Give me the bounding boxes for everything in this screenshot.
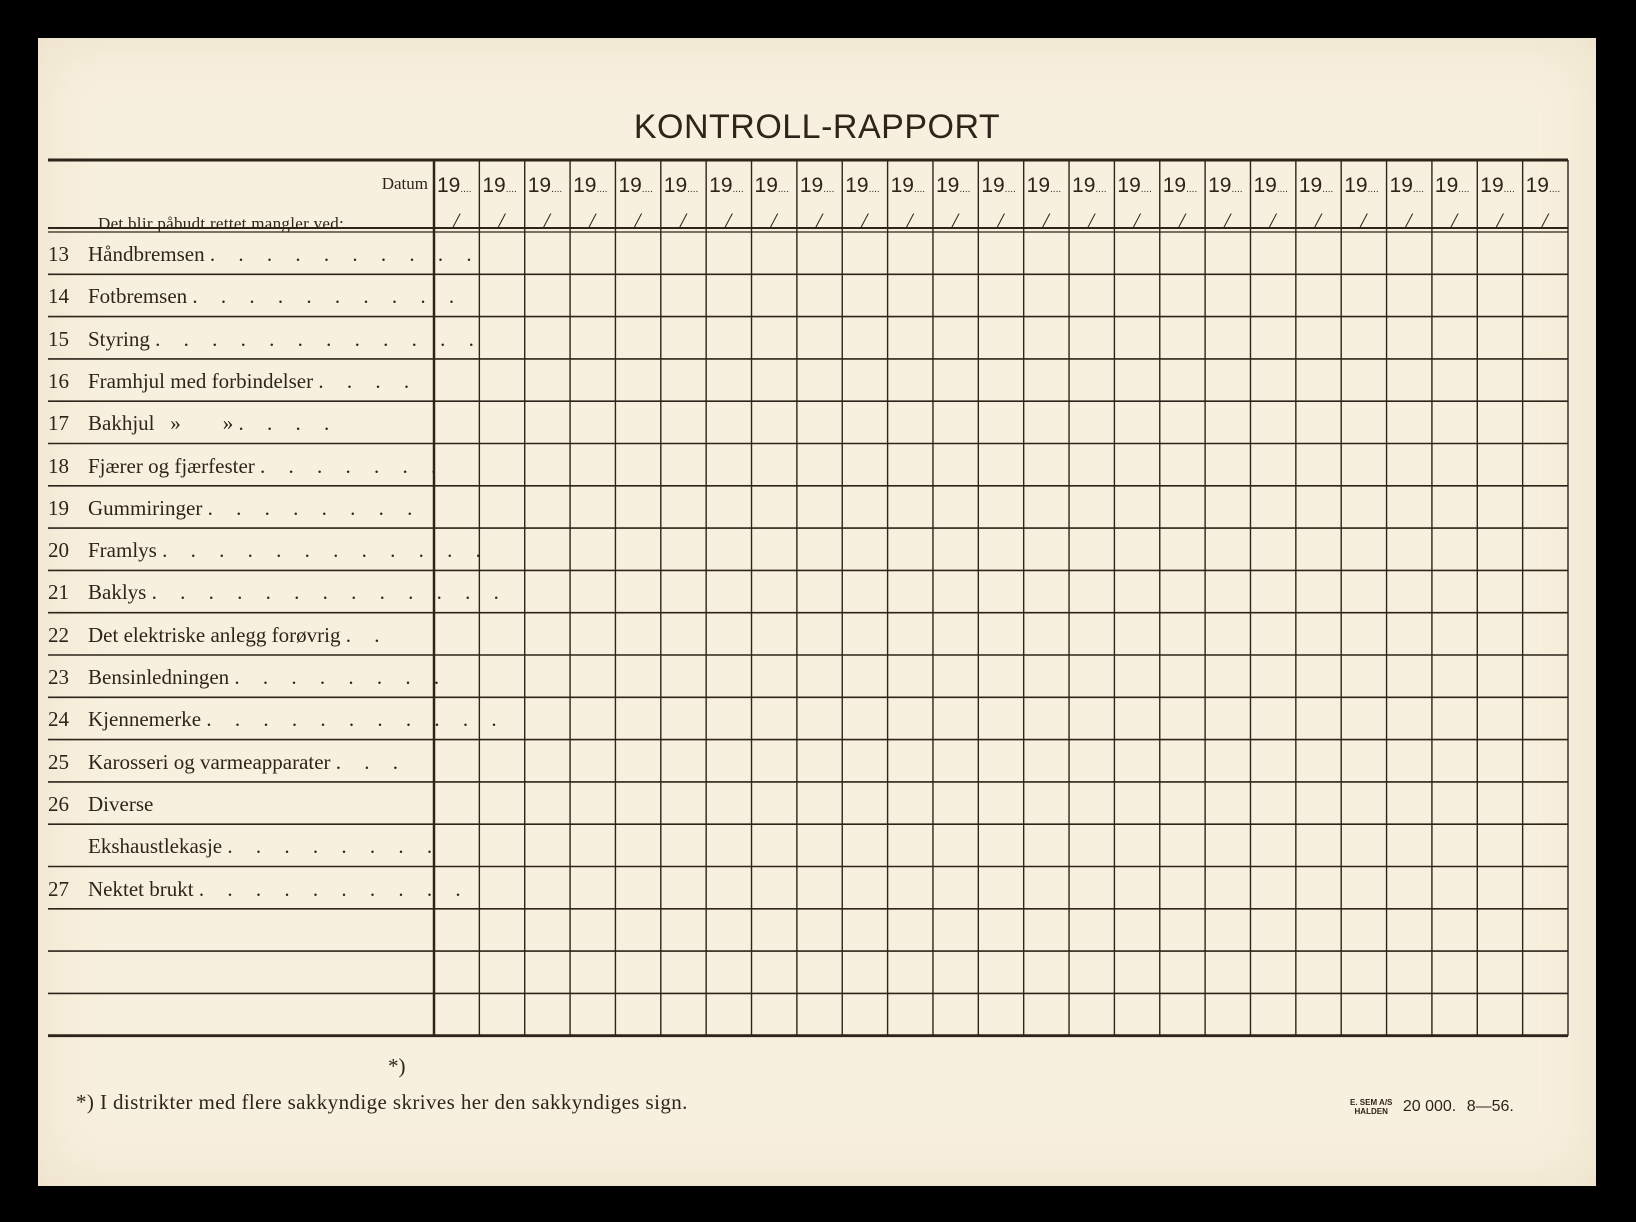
date-year-field — [1072, 174, 1116, 198]
date-slash: / — [770, 208, 777, 233]
row-label: Framhjul med forbindelser — [88, 368, 319, 393]
row-number: 16 — [48, 368, 69, 393]
row-label: Styring — [88, 326, 156, 351]
year-dots: .... — [868, 184, 880, 195]
row-number: 24 — [48, 707, 69, 732]
row-leader-dots: . . . . . . . . . . — [198, 876, 470, 901]
date-year-field — [573, 174, 617, 198]
date-slash: / — [815, 208, 822, 233]
row-label: Fjærer og fjærfester — [88, 453, 261, 478]
row-label: Nektet brukt — [88, 876, 199, 901]
year-prefix: 19 — [709, 174, 733, 197]
printer-name-line1: E. SEM A/S — [1350, 1098, 1393, 1107]
row-leader-dots: . . . . . . . . . . . . — [155, 326, 483, 351]
year-prefix: 19 — [1434, 174, 1459, 197]
year-prefix: 19 — [573, 174, 597, 197]
row-label: Kjennemerke — [88, 707, 207, 732]
year-dots: .... — [1503, 184, 1515, 195]
inspection-row — [48, 834, 448, 874]
signature-marker: *) — [388, 1054, 406, 1078]
year-prefix: 19 — [935, 174, 960, 197]
inspection-row — [48, 326, 483, 367]
year-dots: .... — [596, 184, 608, 195]
printer-name-line2: HALDEN — [1354, 1107, 1388, 1116]
year-dots: .... — [1322, 184, 1334, 195]
date-year-field — [1163, 174, 1207, 198]
row-leader-dots: . . . . . . . — [260, 453, 446, 478]
date-slash: / — [498, 208, 505, 233]
year-prefix: 19 — [1389, 174, 1413, 197]
inspection-row — [48, 623, 448, 663]
row-number: 26 — [48, 791, 69, 816]
date-year-field — [1390, 174, 1434, 198]
year-prefix: 19 — [754, 174, 778, 197]
date-slash: / — [725, 208, 732, 233]
year-dots: .... — [1276, 184, 1288, 195]
row-number: 27 — [48, 876, 69, 901]
year-prefix: 19 — [890, 174, 914, 197]
year-dots: .... — [913, 184, 926, 195]
year-dots: .... — [1095, 184, 1107, 195]
year-prefix: 19 — [1072, 174, 1096, 197]
date-year-field — [1480, 174, 1524, 198]
date-slash: / — [1224, 208, 1231, 233]
year-dots: .... — [1231, 184, 1243, 195]
row-leader-dots: . . . . . . . . — [207, 495, 422, 520]
row-number: 20 — [48, 538, 69, 563]
row-number: 19 — [48, 495, 69, 520]
year-dots: .... — [1050, 184, 1062, 195]
row-label: Baklys — [88, 580, 152, 605]
date-slash: / — [679, 208, 686, 233]
date-year-field — [981, 174, 1025, 198]
year-dots: .... — [687, 184, 699, 195]
row-label: Karosseri og varmeapparater — [88, 749, 336, 774]
inspection-row — [48, 665, 448, 705]
year-prefix: 19 — [1162, 174, 1187, 197]
inspection-row — [48, 454, 448, 494]
year-dots: .... — [1140, 184, 1152, 195]
date-slash: / — [951, 208, 959, 233]
year-prefix: 19 — [1026, 174, 1051, 197]
row-leader-dots: . . . . . . . . . . . . . — [151, 580, 508, 605]
row-label: Håndbremsen — [88, 242, 210, 266]
row-label: Bakhjul » » — [88, 411, 239, 436]
date-slash: / — [997, 208, 1004, 233]
date-slash: / — [1541, 208, 1548, 233]
date-year-field — [755, 174, 799, 198]
date-slash: / — [634, 208, 641, 233]
row-number: 25 — [48, 749, 69, 774]
print-run: 20 000. — [1402, 1098, 1457, 1115]
date-slash: / — [452, 208, 460, 233]
date-slash: / — [1178, 208, 1185, 233]
row-number: 17 — [48, 411, 69, 436]
year-prefix: 19 — [1298, 174, 1323, 197]
row-leader-dots: . . . — [335, 749, 408, 774]
date-slash: / — [1405, 208, 1412, 233]
date-year-field — [618, 174, 662, 198]
row-label: Gummiringer — [88, 495, 208, 520]
row-leader-dots: . . . . . . . . — [227, 834, 442, 859]
inspection-row — [48, 580, 508, 620]
year-prefix: 19 — [1480, 174, 1504, 197]
date-slash: / — [589, 208, 596, 233]
row-leader-dots: . . . . . . . . . . — [192, 284, 464, 309]
year-prefix: 19 — [663, 174, 688, 197]
printer-name — [1350, 1098, 1392, 1116]
year-prefix: 19 — [1344, 174, 1368, 197]
date-slash: / — [1314, 208, 1321, 233]
year-dots: .... — [1186, 184, 1198, 195]
year-prefix: 19 — [799, 174, 824, 197]
header-text: Det blir påbudt rettet mangler ved: — [98, 214, 345, 233]
year-prefix: 19 — [1253, 174, 1277, 197]
report-form — [38, 38, 1596, 1186]
row-leader-dots: . . . . — [238, 411, 339, 436]
date-year-field — [1253, 174, 1297, 198]
inspection-row — [48, 284, 464, 324]
date-slash: / — [1087, 208, 1095, 233]
row-number: 18 — [48, 453, 69, 478]
row-leader-dots: . . — [345, 622, 389, 647]
printer-imprint — [1350, 1098, 1514, 1116]
date-year-field — [528, 174, 572, 198]
year-dots: .... — [641, 184, 653, 195]
date-year-field — [709, 174, 753, 198]
date-year-field — [664, 174, 708, 198]
date-year-field — [1027, 174, 1071, 198]
year-dots: .... — [1004, 184, 1016, 195]
date-year-field — [1208, 174, 1252, 198]
year-prefix: 19 — [1117, 174, 1141, 197]
date-year-field — [936, 174, 980, 198]
date-slash: / — [1450, 208, 1457, 233]
date-year-field — [437, 174, 481, 198]
date-year-field — [482, 174, 526, 198]
date-year-field — [1526, 174, 1570, 198]
year-dots: .... — [1367, 184, 1379, 195]
year-dots: .... — [460, 184, 472, 195]
year-prefix: 19 — [618, 174, 642, 197]
date-slash: / — [1042, 208, 1049, 233]
row-label: Det elektriske anlegg forøvrig — [88, 622, 346, 647]
inspection-row — [48, 496, 448, 536]
year-dots: .... — [1458, 184, 1470, 195]
date-slash: / — [1496, 208, 1503, 233]
row-number: 14 — [48, 284, 69, 309]
datum-label: Datum — [381, 174, 428, 193]
inspection-row — [48, 750, 448, 790]
date-slash: / — [1269, 208, 1276, 233]
inspection-row — [48, 411, 448, 451]
row-label: Diverse — [88, 791, 159, 816]
row-leader-dots: . . . . . . . . — [234, 665, 449, 689]
year-prefix: 19 — [1208, 174, 1232, 197]
row-number: 22 — [48, 622, 69, 647]
year-prefix: 19 — [482, 174, 506, 197]
row-label: Ekshaustlekasje — [88, 834, 228, 859]
inspection-row — [48, 876, 470, 917]
row-leader-dots: . . . . . . . . . . . — [206, 707, 506, 732]
year-prefix: 19 — [1525, 174, 1549, 197]
date-year-field — [1344, 174, 1388, 198]
inspection-row — [48, 242, 481, 282]
date-year-field — [1117, 174, 1161, 198]
row-leader-dots: . . . . . . . . . . — [209, 242, 481, 266]
year-dots: .... — [823, 184, 835, 195]
year-prefix: 19 — [437, 174, 461, 197]
year-dots: .... — [505, 184, 517, 195]
row-label: Fotbremsen — [88, 284, 193, 309]
row-label: Framlys — [88, 538, 163, 563]
row-number: 23 — [48, 665, 69, 689]
inspection-row — [48, 707, 506, 747]
row-number: 13 — [48, 242, 69, 266]
row-number: 15 — [48, 326, 69, 351]
date-year-field — [1435, 174, 1479, 198]
row-label: Bensinledningen — [88, 665, 235, 689]
date-slash: / — [906, 208, 913, 233]
year-prefix: 19 — [527, 174, 552, 197]
row-number: 21 — [48, 580, 69, 605]
date-slash: / — [1360, 208, 1367, 233]
inspection-row — [48, 792, 448, 832]
date-slash: / — [543, 208, 550, 233]
date-year-field — [891, 174, 935, 198]
year-dots: .... — [959, 184, 971, 195]
year-prefix: 19 — [845, 174, 869, 197]
year-dots: .... — [1548, 184, 1561, 195]
date-year-field — [1299, 174, 1343, 198]
year-dots: .... — [551, 184, 563, 195]
year-dots: .... — [732, 184, 744, 195]
inspection-row — [48, 538, 490, 578]
date-year-field — [800, 174, 844, 198]
date-year-field — [845, 174, 889, 198]
print-date-code: 8—56. — [1466, 1098, 1514, 1115]
date-slash: / — [861, 208, 868, 233]
year-dots: .... — [1412, 184, 1425, 195]
form-title: KONTROLL-RAPPORT — [633, 108, 1001, 146]
year-dots: .... — [777, 184, 789, 195]
date-slash: / — [1133, 208, 1140, 233]
inspection-row — [48, 369, 448, 409]
year-prefix: 19 — [981, 174, 1005, 197]
row-leader-dots: . . . . . . . . . . . . — [162, 538, 490, 563]
footnote: *) I distrikter med flere sakkyndige skrives her den sakkyndiges sign. — [76, 1090, 688, 1114]
row-leader-dots: . . . . — [318, 368, 419, 393]
